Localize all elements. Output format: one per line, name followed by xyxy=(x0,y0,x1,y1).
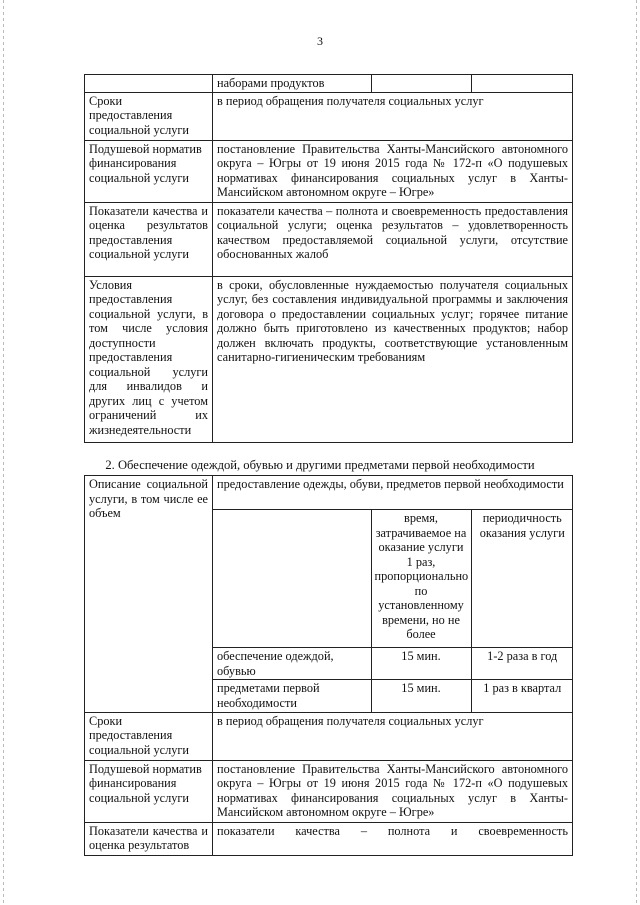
row-label: Подушевой норматив финансирования социальной услуги xyxy=(85,760,213,822)
top-row-text: наборами продуктов xyxy=(217,76,325,90)
row-value: в сроки, обусловленные нуждаемостью получателя социальных услуг, без составления индивидуальной программы и заключения договора о предоставлении социальных услуг; горячее питание должно быть приготовлено из качественных продуктов; набор должен включать продукты, соответствующие установленным санитарно-гигиеническим требованиям xyxy=(213,276,573,442)
table-row xyxy=(85,822,573,855)
top-row-subtable xyxy=(213,75,573,92)
table-row xyxy=(85,92,573,140)
table-cell xyxy=(471,75,573,92)
service-name: обеспечение одеждой, обувью xyxy=(213,648,371,680)
table-row xyxy=(85,276,573,442)
row-label: Показатели качества и оценка результатов предоставления социальной услуги xyxy=(85,202,213,276)
service-name: предметами первой необходимости xyxy=(213,680,371,712)
row-value: постановление Правительства Ханты-Мансийского автономного округа – Югры от 19 июня 2015 года № 172-п «О подушевых нормативах финансирования социальных услуг в Ханты-Мансийском автономном округе – Югре» xyxy=(213,140,573,202)
table-row xyxy=(85,202,573,276)
table-cell xyxy=(213,510,371,648)
row-value: в период обращения получателя социальных услуг xyxy=(213,92,573,140)
service-period: 1-2 раза в год xyxy=(471,648,573,680)
section-heading: 2. Обеспечение одеждой, обувью и другими предметами первой необходимости xyxy=(105,458,535,472)
description-text: предоставление одежды, обуви, предметов первой необходимости xyxy=(217,477,564,491)
col-time-header: время, затрачиваемое на оказание услуги 1 раз, пропорционально по установленному времени, но не более xyxy=(371,510,471,648)
scan-edge-left xyxy=(3,0,4,905)
table-row xyxy=(85,712,573,760)
service-subtable xyxy=(213,509,573,712)
table-2 xyxy=(84,475,573,856)
table-row xyxy=(85,75,573,93)
table-cell xyxy=(85,75,213,93)
table-cell xyxy=(371,75,471,92)
row-label: Сроки предоставления социальной услуги xyxy=(85,712,213,760)
service-period: 1 раз в квартал xyxy=(471,680,573,712)
row-label: Подушевой норматив финансирования социальной услуги xyxy=(85,140,213,202)
scan-edge-right xyxy=(636,0,637,905)
row-label: Показатели качества и оценка результатов xyxy=(85,822,213,855)
service-time: 15 мин. xyxy=(371,648,471,680)
row-value: постановление Правительства Ханты-Мансийского автономного округа – Югры от 19 июня 2015 года № 172-п «О подушевых нормативах финансирования социальных услуг в Ханты-Мансийском автономном округе – Югре» xyxy=(213,760,573,822)
row-label: Сроки предоставления социальной услуги xyxy=(85,92,213,140)
table-row xyxy=(85,140,573,202)
description-cell xyxy=(213,476,573,713)
table-row xyxy=(85,476,573,713)
row-value: показатели качества – полнота и своевременность xyxy=(213,822,573,855)
table-1 xyxy=(84,74,573,443)
row-value: в период обращения получателя социальных услуг xyxy=(213,712,573,760)
page-number: 3 xyxy=(317,34,323,48)
row-value: показатели качества – полнота и своевременность предоставления социальной услуги; оценка результатов – удовлетворенность качеством предоставляемой социальной услуги, отсутствие обоснованных жалоб xyxy=(213,202,573,276)
description-label: Описание социальной услуги, в том числе ее объем xyxy=(85,476,213,713)
row-label: Условия предоставления социальной услуги, в том числе условия доступности предоставления социальной услуги для инвалидов и других лиц с учетом ограничений их жизнедеятельности xyxy=(85,276,213,442)
col-period-header: периодичность оказания услуги xyxy=(471,510,573,648)
service-time: 15 мин. xyxy=(371,680,471,712)
table-cell xyxy=(213,75,573,93)
table-row xyxy=(85,760,573,822)
